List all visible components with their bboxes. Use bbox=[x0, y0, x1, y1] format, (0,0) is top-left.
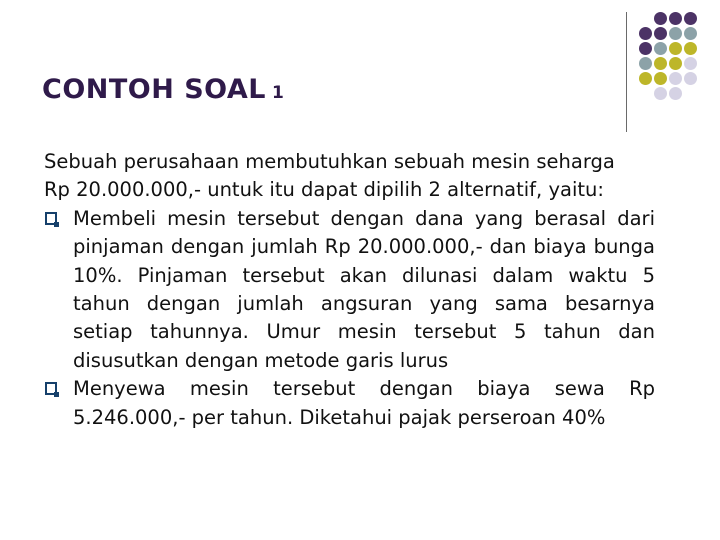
decorative-dot bbox=[669, 42, 682, 55]
decorative-dot bbox=[654, 12, 667, 25]
decorative-dot bbox=[639, 27, 652, 40]
problem-text bbox=[44, 148, 655, 432]
decorative-dot bbox=[684, 27, 697, 40]
decorative-dot bbox=[654, 27, 667, 40]
decorative-dot bbox=[639, 72, 652, 85]
decorative-dot bbox=[669, 27, 682, 40]
decorative-dot bbox=[669, 72, 682, 85]
bullet-text: Membeli mesin tersebut dengan dana yang berasal dari pinjaman dengan jumlah Rp 20.000.000,- dan biaya bunga 10%. Pinjaman tersebut akan dilunasi dalam waktu 5 tahun dengan jumlah angsuran yang sama besarnya setiap tahunnya. Umur mesin tersebut 5 tahun dan disusutkan dengan metode garis lurus bbox=[73, 206, 655, 372]
decorative-dot bbox=[654, 72, 667, 85]
title-text: CONTOH SOAL bbox=[42, 74, 267, 105]
decorative-dot bbox=[684, 72, 697, 85]
checkbox-bullet-icon bbox=[45, 212, 57, 225]
decorative-dot bbox=[639, 57, 652, 70]
decorative-dot bbox=[654, 87, 667, 100]
decorative-dot bbox=[669, 57, 682, 70]
decorative-dot bbox=[684, 42, 697, 55]
decorative-dot bbox=[669, 87, 682, 100]
vertical-divider bbox=[626, 12, 627, 132]
decorative-dot bbox=[684, 57, 697, 70]
bullet-item bbox=[44, 205, 655, 375]
decorative-dot bbox=[654, 57, 667, 70]
decorative-dot bbox=[639, 87, 652, 100]
decorative-dot-grid bbox=[638, 11, 698, 101]
bullet-item bbox=[44, 375, 655, 432]
bullet-text: Menyewa mesin tersebut dengan biaya sewa Rp 5.246.000,- per tahun. Diketahui pajak perseroan 40% bbox=[73, 377, 655, 429]
decorative-dot bbox=[669, 12, 682, 25]
slide-title bbox=[42, 74, 284, 105]
title-number: 1 bbox=[272, 83, 285, 103]
decorative-dot bbox=[639, 42, 652, 55]
decorative-dot bbox=[684, 87, 697, 100]
decorative-dot bbox=[684, 12, 697, 25]
intro-line: Sebuah perusahaan membutuhkan sebuah mesin seharga bbox=[44, 150, 615, 173]
decorative-dot bbox=[654, 42, 667, 55]
intro-line: Rp 20.000.000,- untuk itu dapat dipilih 2 alternatif, yaitu: bbox=[44, 178, 604, 202]
checkbox-bullet-icon bbox=[45, 382, 57, 395]
decorative-dot bbox=[639, 12, 652, 25]
